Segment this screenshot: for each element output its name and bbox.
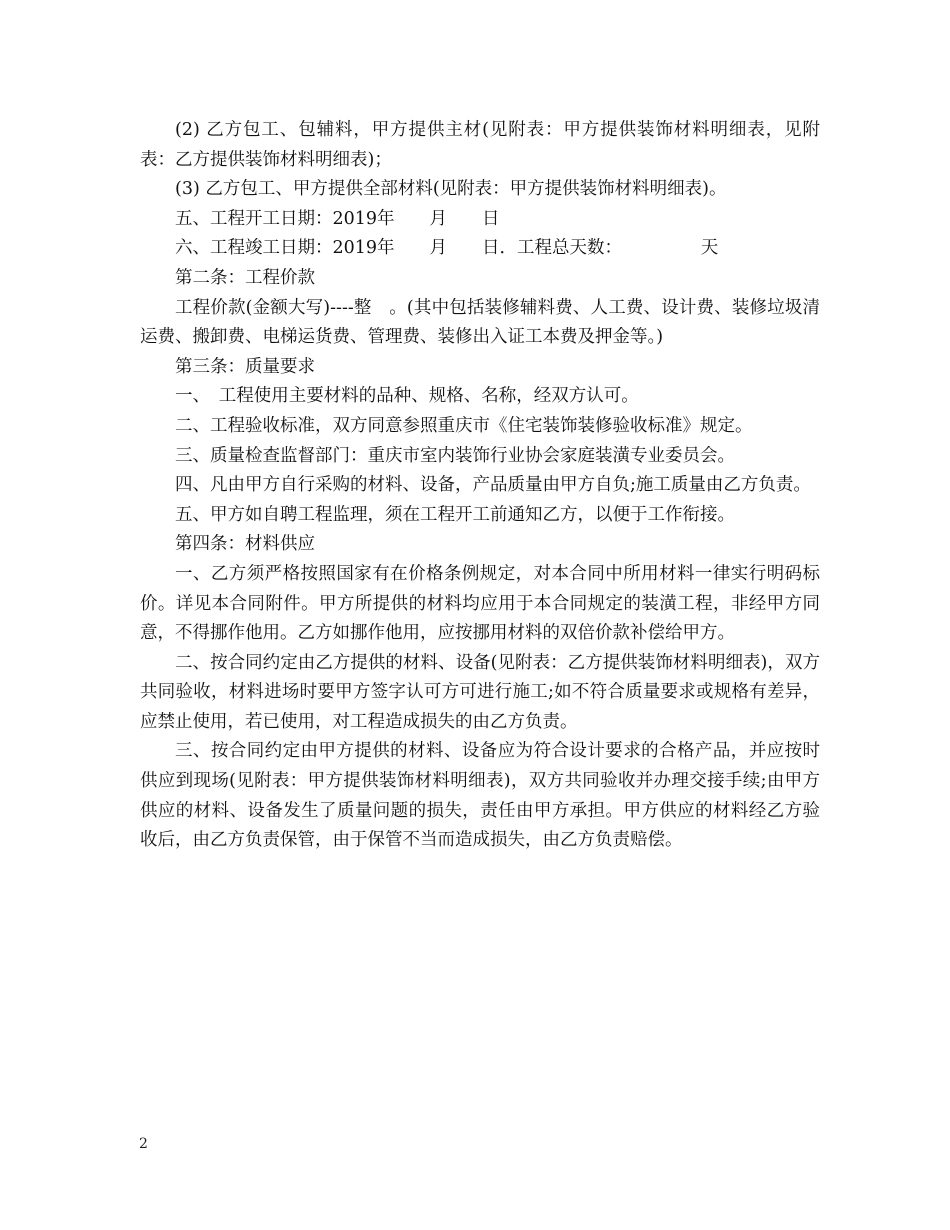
paragraph-quality-responsibility: 四、凡由甲方自行采购的材料、设备，产品质量由甲方自负;施工质量由乙方负责。 (175, 475, 811, 496)
paragraph-acceptance-standard: 二、工程验收标准，双方同意参照重庆市《住宅装饰装修验收标准》规定。 (175, 415, 753, 436)
document-body (140, 116, 820, 856)
page-number: 2 (139, 1136, 148, 1152)
heading-article-4: 第四条：材料供应 (175, 534, 315, 555)
paragraph-project-price: 工程价款(金额大写)----整 。(其中包括装修辅料费、人工费、设计费、装修垃圾清运费、搬卸费、电梯运货费、管理费、装修出入证工本费及押金等。) (140, 297, 820, 348)
paragraph-completion-date: 六、工程竣工日期：2019年 月 日．工程总天数： 天 (175, 238, 719, 259)
paragraph-owner-materials: 三、按合同约定由甲方提供的材料、设备应为符合设计要求的合格产品，并应按时供应到现场(见附表：甲方提供装饰材料明细表)，双方共同验收并办理交接手续;由甲方供应的材料、设备发生了质量问题的损失，责任由甲方承担。甲方供应的材料经乙方验收后，由乙方负责保管，由于保管不当而造成损失，由乙方负责赔偿。 (140, 741, 820, 851)
paragraph-quality-materials: 一、 工程使用主要材料的品种、规格、名称，经双方认可。 (175, 386, 639, 407)
paragraph-package-all-materials: (3) 乙方包工、甲方提供全部材料(见附表：甲方提供装饰材料明细表)。 (175, 179, 727, 200)
paragraph-package-auxiliary: (2) 乙方包工、包辅料，甲方提供主材(见附表：甲方提供装饰材料明细表，见附表：乙方提供装饰材料明细表)； (140, 120, 820, 170)
paragraph-material-pricing: 一、乙方须严格按照国家有在价格条例规定，对本合同中所用材料一律实行明码标价。详见本合同附件。甲方所提供的材料均应用于本合同规定的装潢工程，非经甲方同意，不得挪作他用。乙方如挪作他用，应按挪用材料的双倍价款补偿给甲方。 (140, 563, 820, 644)
paragraph-contractor-materials: 二、按合同约定由乙方提供的材料、设备(见附表：乙方提供装饰材料明细表)，双方共同验收，材料进场时要甲方签字认可方可进行施工;如不符合质量要求或规格有差异，应禁止使用，若已使用，对工程造成损失的由乙方负责。 (140, 652, 820, 732)
heading-article-2: 第二条：工程价款 (175, 267, 315, 288)
paragraph-supervisor-notice: 五、甲方如自聘工程监理，须在工程开工前通知乙方，以便于工作衔接。 (175, 504, 735, 525)
heading-article-3: 第三条：质量要求 (175, 356, 315, 377)
paragraph-supervision-dept: 三、质量检查监督部门：重庆市室内装饰行业协会家庭装潢专业委员会。 (175, 445, 735, 466)
paragraph-start-date: 五、工程开工日期：2019年 月 日 (175, 208, 500, 229)
